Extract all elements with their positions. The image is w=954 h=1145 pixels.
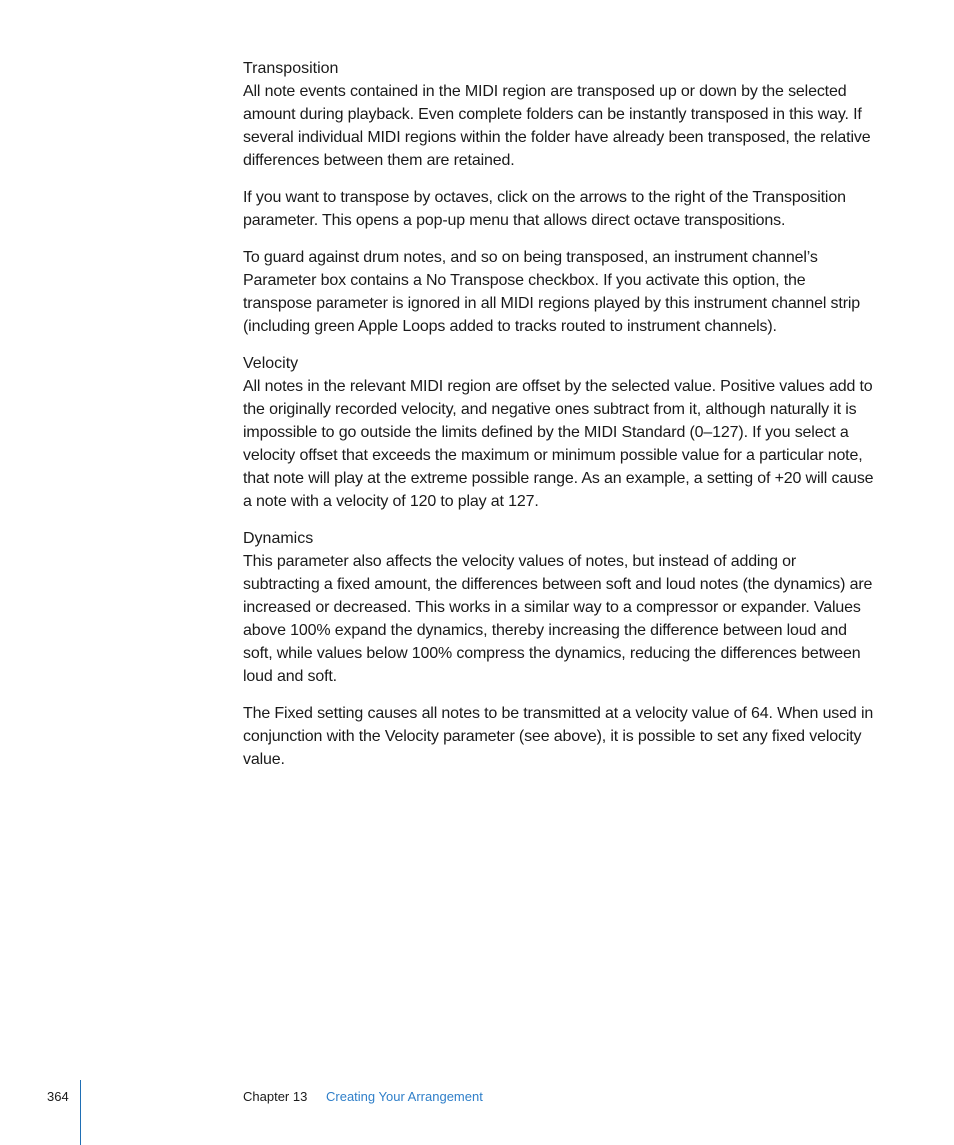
page-footer [0, 1080, 954, 1145]
paragraph: The Fixed setting causes all notes to be transmitted at a velocity value of 64. When used in conjunction with the Velocity parameter (see above), it is possible to set any fixed velocity value. [243, 705, 874, 768]
footer-divider [80, 1080, 81, 1145]
paragraph: All note events contained in the MIDI region are transposed up or down by the selected amount during playback. Even complete folders can be instantly transposed in this way. If several individual MIDI regions within the folder have already been transposed, the relative differences between them are retained. [243, 83, 871, 169]
paragraph: This parameter also affects the velocity values of notes, but instead of adding or subtracting a fixed amount, the differences between soft and loud notes (the dynamics) are increased or decreased. This works in a similar way to a compressor or expander. Values above 100% expand the dynamics, thereby increasing the difference between loud and soft, while values below 100% compress the dynamics, reducing the differences between loud and soft. [243, 553, 873, 685]
section-heading-transposition: Transposition [243, 60, 339, 77]
chapter-label: Chapter 13 [243, 1089, 308, 1104]
page-body [243, 57, 875, 785]
section-heading-dynamics: Dynamics [243, 530, 314, 547]
page-number: 364 [47, 1089, 69, 1104]
paragraph: All notes in the relevant MIDI region are offset by the selected value. Positive values add to the originally recorded velocity, and negative ones subtract from it, although naturally it is impossible to go outside the limits defined by the MIDI Standard (0–127). If you select a velocity offset that exceeds the maximum or minimum possible value for a particular note, that note will play at the extreme possible range. As an example, a setting of +20 will cause a note with a velocity of 120 to play at 127. [243, 378, 874, 510]
paragraph: If you want to transpose by octaves, click on the arrows to the right of the Transposition parameter. This opens a pop-up menu that allows direct octave transpositions. [243, 189, 846, 229]
chapter-title-link[interactable]: Creating Your Arrangement [326, 1089, 483, 1104]
section-heading-velocity: Velocity [243, 355, 299, 372]
paragraph: To guard against drum notes, and so on being transposed, an instrument channel’s Parameter box contains a No Transpose checkbox. If you activate this option, the transpose parameter is ignored in all MIDI regions played by this instrument channel strip (including green Apple Loops added to tracks routed to instrument channels). [243, 249, 861, 335]
